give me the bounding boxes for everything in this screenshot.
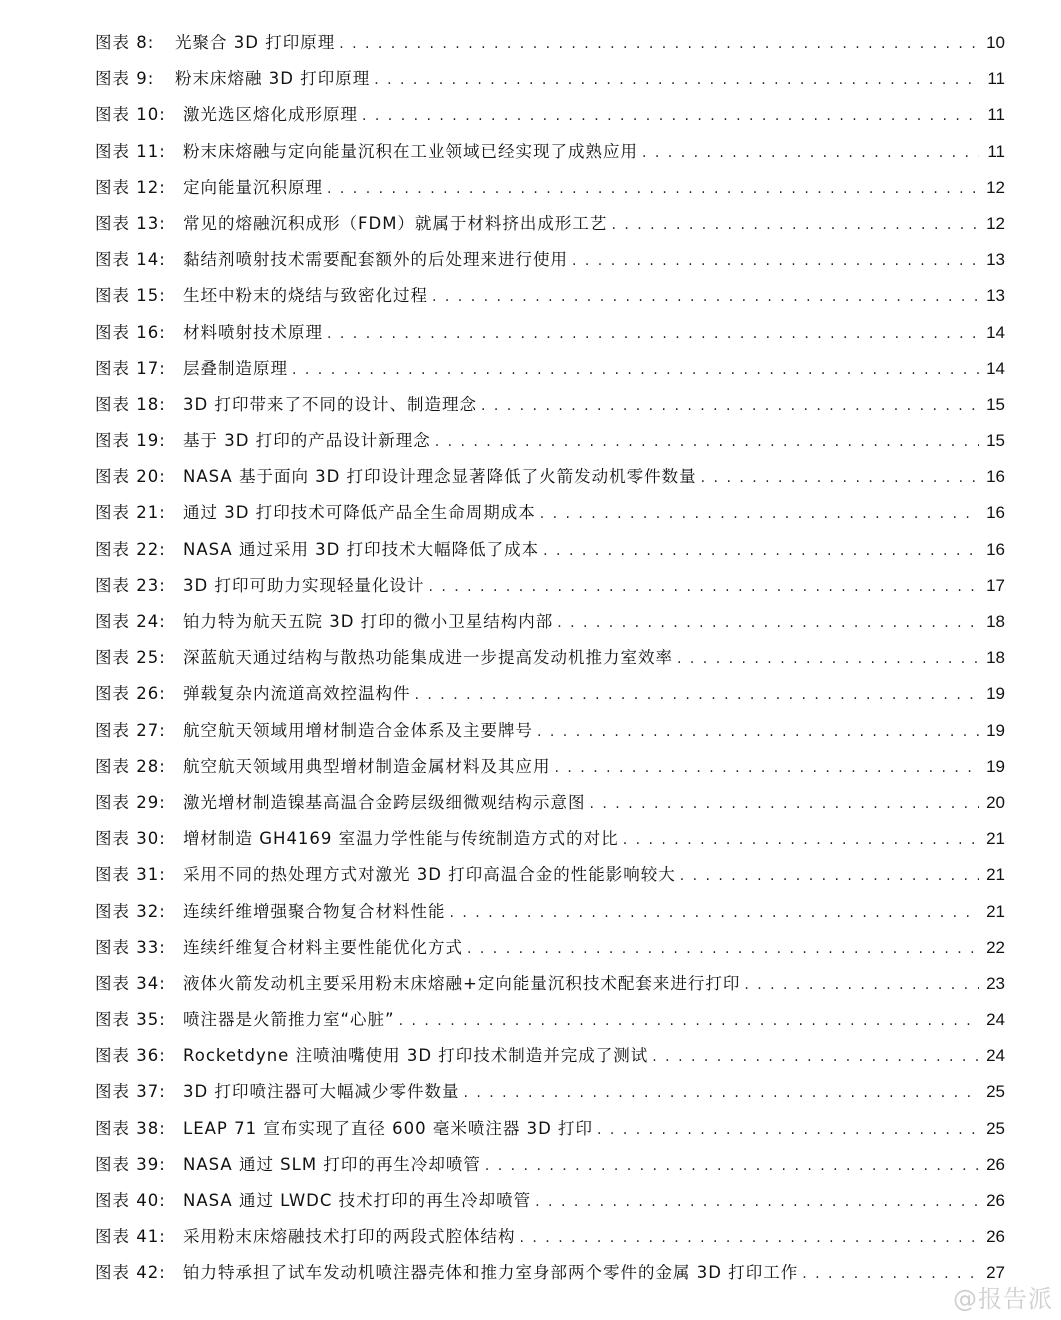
toc-entry[interactable] [95,608,1005,644]
figure-label: 图表 38: [95,1118,166,1138]
figure-title: 激光选区熔化成形原理 [183,105,358,125]
toc-entry[interactable] [95,680,1005,716]
dot-leader [642,145,979,161]
toc-entry[interactable] [95,29,1005,65]
figure-label: 图表 42: [95,1263,166,1283]
dot-leader [701,470,979,486]
page-number: 15 [986,431,1005,451]
page-number: 21 [986,829,1005,849]
figure-label: 图表 39: [95,1154,166,1174]
figure-title: NASA 通过采用 3D 打印技术大幅降低了成本 [183,539,540,559]
figure-title: NASA 通过 LWDC 技术打印的再生冷却喷管 [183,1191,532,1210]
dot-leader [339,36,979,52]
figure-label: 图表 37: [95,1082,166,1102]
figure-label: 图表 41: [95,1227,166,1247]
figure-label: 图表 27: [95,720,166,740]
dot-leader [520,1230,980,1246]
figure-title: 生坯中粉末的烧结与致密化过程 [183,286,428,306]
figure-title: Rocketdyne 注喷油嘴使用 3D 打印技术制造并完成了测试 [183,1046,649,1066]
figure-title: 定向能量沉积原理 [183,177,323,197]
dot-leader [677,651,979,667]
page-number: 25 [986,1118,1005,1138]
figure-label: 图表 30: [95,829,166,849]
toc-entry[interactable] [95,210,1005,246]
toc-entry[interactable] [95,65,1005,101]
figure-title: 光聚合 3D 打印原理 [175,33,336,52]
figure-title: 航空航天领域用增材制造合金体系及主要牌号 [183,720,533,740]
figure-label: 图表 25: [95,648,166,668]
dot-leader [485,1158,979,1174]
figure-title: 增材制造 GH4169 室温力学性能与传统制造方式的对比 [183,829,619,849]
dot-leader [652,1049,979,1065]
dot-leader [432,289,979,305]
page-number: 15 [986,394,1005,414]
figure-title: 航空航天领域用典型增材制造金属材料及其应用 [183,756,551,776]
figure-title: LEAP 71 宣布实现了直径 600 毫米喷注器 3D 打印 [183,1118,594,1138]
figure-label: 图表 21: [95,503,166,523]
page-number: 23 [986,973,1005,993]
dot-leader [467,941,979,957]
dot-leader [623,832,979,848]
dot-leader [292,362,979,378]
dot-leader [435,434,979,450]
dot-leader [597,1122,979,1138]
toc-entry[interactable] [95,391,1005,427]
page-number: 26 [986,1154,1005,1174]
figure-title: 3D 打印可助力实现轻量化设计 [183,575,425,595]
page-number: 10 [986,33,1005,52]
figure-label: 图表 19: [95,431,166,451]
figure-title: NASA 基于面向 3D 打印设计理念显著降低了火箭发动机零件数量 [183,467,697,487]
toc-entry[interactable] [95,355,1005,391]
figure-label: 图表 24: [95,612,166,631]
figure-title: 铂力特承担了试车发动机喷注器壳体和推力室身部两个零件的金属 3D 打印工作 [183,1263,799,1283]
toc-entry[interactable] [95,101,1005,137]
toc-entry[interactable] [95,536,1005,572]
figure-label: 图表 23: [95,575,166,595]
page-number: 14 [986,358,1005,378]
toc-entry[interactable] [95,717,1005,753]
figure-label: 图表 15: [95,286,166,306]
figure-label: 图表 22: [95,539,166,559]
toc-entry[interactable] [95,1223,1005,1259]
figure-label: 图表 11: [95,141,166,161]
toc-entry[interactable] [95,319,1005,355]
figure-label: 图表 29: [95,792,166,812]
figure-label: 图表 34: [95,973,166,993]
dot-leader [535,1194,979,1210]
toc-entry[interactable] [95,753,1005,789]
figure-title: 液体火箭发动机主要采用粉末床熔融+定向能量沉积技术配套来进行打印 [183,973,741,993]
toc-entry[interactable] [95,861,1005,897]
dot-leader [744,977,979,993]
figure-title: 深蓝航天通过结构与散热功能集成进一步提高发动机推力室效率 [183,648,673,668]
figure-label: 图表 36: [95,1046,166,1066]
toc-entry[interactable] [95,246,1005,282]
table-of-figures [95,29,1005,1296]
figure-label: 图表 31: [95,865,166,885]
toc-entry[interactable] [95,644,1005,680]
figure-title: 通过 3D 打印技术可降低产品全生命周期成本 [183,503,536,523]
figure-title: 粉末床熔融与定向能量沉积在工业领域已经实现了成熟应用 [183,141,638,161]
figure-title: 3D 打印带来了不同的设计、制造理念 [183,394,477,414]
toc-entry[interactable] [95,825,1005,861]
figure-title: 3D 打印喷注器可大幅减少零件数量 [183,1082,460,1102]
dot-leader [374,72,979,88]
toc-entry[interactable] [95,970,1005,1006]
page-number: 13 [986,286,1005,306]
figure-title: 黏结剂喷射技术需要配套额外的后处理来进行使用 [183,250,568,270]
page-number: 16 [986,503,1005,523]
figure-title: 层叠制造原理 [183,358,288,378]
page-number: 25 [986,1082,1005,1102]
toc-entry[interactable] [95,427,1005,463]
toc-entry[interactable] [95,898,1005,934]
dot-leader [557,615,979,631]
figure-title: NASA 通过 SLM 打印的再生冷却喷管 [183,1154,481,1174]
page-number: 19 [986,756,1005,776]
toc-entry[interactable] [95,174,1005,210]
page-number: 18 [986,612,1005,631]
figure-label: 图表 14: [95,250,166,270]
page-number: 11 [987,69,1005,89]
watermark: @报告派 [953,1285,1053,1313]
page-number: 14 [986,322,1005,342]
figure-title: 连续纤维增强聚合物复合材料性能 [183,901,446,921]
toc-entry[interactable] [95,463,1005,499]
figure-label: 图表 9: [95,69,155,89]
figure-label: 图表 40: [95,1191,166,1210]
toc-entry[interactable] [95,572,1005,608]
dot-leader [450,905,980,921]
figure-title: 喷注器是火箭推力室“心脏” [183,1010,395,1030]
page-number: 26 [986,1191,1005,1210]
page-number: 11 [987,105,1005,125]
toc-entry[interactable] [95,499,1005,535]
page-number: 11 [987,141,1005,161]
page-number: 21 [986,901,1005,921]
page-number: 17 [986,575,1005,595]
dot-leader [555,760,980,776]
dot-leader [540,506,979,522]
toc-entry[interactable] [95,138,1005,174]
toc-entry[interactable] [95,1078,1005,1114]
dot-leader [327,326,979,342]
toc-entry[interactable] [95,1151,1005,1187]
figure-title: 连续纤维复合材料主要性能优化方式 [183,937,463,957]
figure-title: 常见的熔融沉积成形（FDM）就属于材料挤出成形工艺 [183,213,608,233]
toc-entry[interactable] [95,1259,1005,1295]
dot-leader [463,1085,979,1101]
page-number: 16 [986,539,1005,559]
toc-entry[interactable] [95,1006,1005,1042]
toc-entry[interactable] [95,1115,1005,1151]
dot-leader [537,724,979,740]
dot-leader [572,253,979,269]
dot-leader [611,217,979,233]
toc-entry[interactable] [95,789,1005,825]
dot-leader [543,543,979,559]
page-number: 27 [986,1263,1005,1283]
figure-label: 图表 33: [95,937,166,957]
dot-leader [428,579,979,595]
figure-title: 采用粉末床熔融技术打印的两段式腔体结构 [183,1227,516,1247]
toc-entry[interactable] [95,934,1005,970]
figure-title: 粉末床熔融 3D 打印原理 [175,69,371,89]
figure-label: 图表 18: [95,394,166,414]
toc-entry[interactable] [95,282,1005,318]
toc-entry[interactable] [95,1042,1005,1078]
figure-label: 图表 10: [95,105,166,125]
page-number: 19 [986,684,1005,704]
page-number: 22 [986,937,1005,957]
dot-leader [481,398,979,414]
dot-leader [415,687,980,703]
page-number: 26 [986,1227,1005,1247]
figure-label: 图表 20: [95,467,166,487]
page-number: 18 [986,648,1005,668]
figure-label: 图表 12: [95,177,166,197]
toc-entry[interactable] [95,1187,1005,1223]
page-number: 13 [986,250,1005,270]
dot-leader [399,1013,979,1029]
page-number: 21 [986,865,1005,885]
page-number: 24 [986,1046,1005,1066]
figure-title: 基于 3D 打印的产品设计新理念 [183,431,431,451]
figure-label: 图表 32: [95,901,166,921]
page-number: 24 [986,1010,1005,1030]
dot-leader [362,108,979,124]
figure-label: 图表 28: [95,756,166,776]
dot-leader [680,868,979,884]
dot-leader [327,181,979,197]
figure-label: 图表 17: [95,358,166,378]
figure-label: 图表 16: [95,322,166,342]
page-number: 12 [986,213,1005,233]
page-number: 20 [986,792,1005,812]
page-number: 19 [986,720,1005,740]
figure-title: 激光增材制造镍基高温合金跨层级细微观结构示意图 [183,792,586,812]
figure-title: 材料喷射技术原理 [183,322,323,342]
figure-title: 弹载复杂内流道高效控温构件 [183,684,411,704]
dot-leader [590,796,980,812]
figure-label: 图表 35: [95,1010,166,1030]
page-number: 16 [986,467,1005,487]
figure-title: 采用不同的热处理方式对激光 3D 打印高温合金的性能影响较大 [183,865,676,885]
page-number: 12 [986,177,1005,197]
figure-label: 图表 8: [95,33,155,52]
figure-title: 铂力特为航天五院 3D 打印的微小卫星结构内部 [183,612,554,631]
figure-label: 图表 13: [95,213,166,233]
figure-label: 图表 26: [95,684,166,704]
